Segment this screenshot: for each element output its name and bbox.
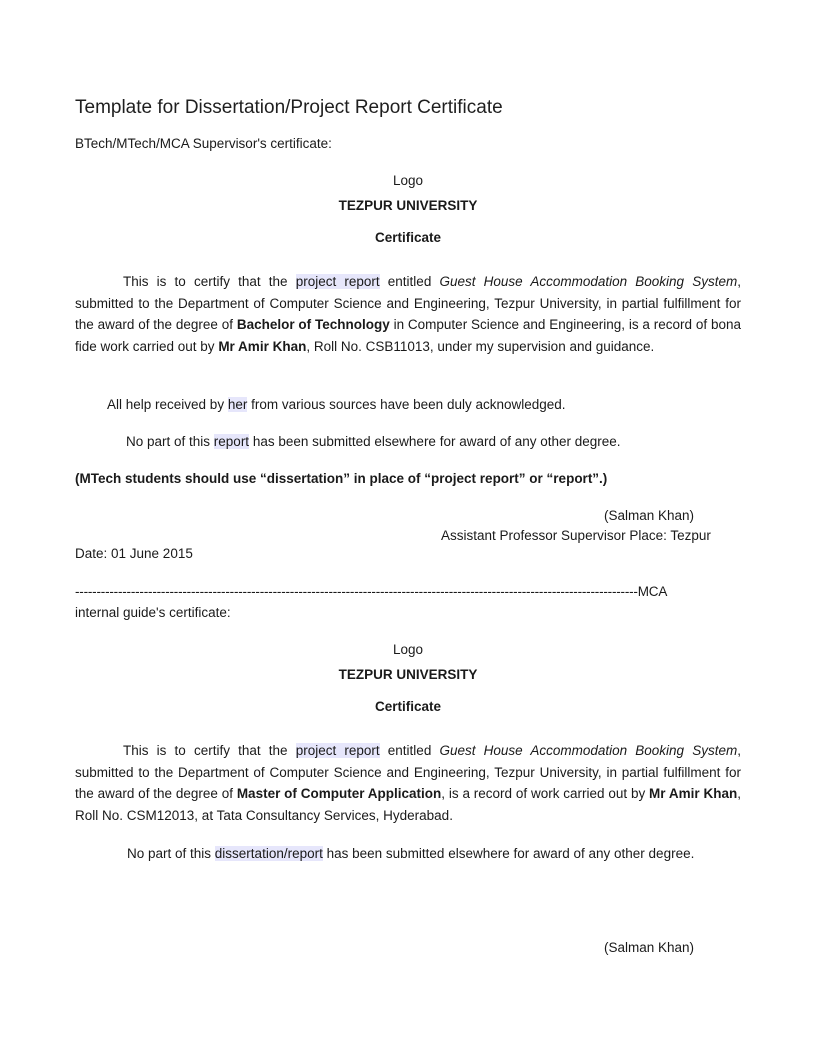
body-text: , submitted to the Department of Computer Science and Engineering, Tezpur University, in partial fulfillment for the award of the degree of <box>75 743 741 802</box>
section-separator <box>75 584 741 599</box>
no-part-statement <box>124 843 741 865</box>
body-text: has been submitted elsewhere for award of any other degree. <box>322 846 695 861</box>
highlight-project-report: project report <box>295 274 380 289</box>
mtech-note: (MTech students should use “dissertation” in place of “project report” or “report”.) <box>75 471 608 486</box>
project-title: Guest House Accommodation Booking System <box>439 274 738 289</box>
body-text: entitled <box>379 274 440 289</box>
internal-guide-label: internal guide's certificate: <box>75 605 231 620</box>
certificate-body <box>75 740 741 826</box>
certificate-heading: Certificate <box>374 699 442 714</box>
no-part-statement <box>126 434 621 449</box>
document-title: Template for Dissertation/Project Report Certificate <box>75 97 503 118</box>
highlight-report: report <box>213 434 250 449</box>
highlight-her: her <box>227 397 248 412</box>
body-text: , Roll No. CSM12013, at Tata Consultancy Services, Hyderabad. <box>75 786 741 823</box>
degree-name: Bachelor of Technology <box>236 317 390 333</box>
university-name: TEZPUR UNIVERSITY <box>338 667 478 682</box>
certificate-date: Date: 01 June 2015 <box>75 546 193 561</box>
project-title: Guest House Accommodation Booking System <box>439 743 738 758</box>
body-text: has been submitted elsewhere for award of any other degree. <box>249 434 621 449</box>
body-text: in Computer Science and Engineering, is a record of bona fide work carried out by <box>75 317 741 354</box>
body-text: , Roll No. CSB11013, under my supervision and guidance. <box>306 338 655 354</box>
body-text: No part of this <box>126 434 214 449</box>
separator-suffix: MCA <box>637 584 668 599</box>
signatory-name: (Salman Khan) <box>604 508 695 523</box>
body-text: entitled <box>379 743 440 758</box>
body-text: This is to certify that the <box>123 274 296 289</box>
logo-placeholder: Logo <box>392 173 424 188</box>
body-text: from various sources have been duly acknowledged. <box>247 397 566 412</box>
university-name: TEZPUR UNIVERSITY <box>338 198 478 213</box>
logo-placeholder: Logo <box>392 642 424 657</box>
body-text: All help received by <box>107 397 228 412</box>
signatory-designation: Assistant Professor Supervisor Place: Tezpur <box>441 528 711 543</box>
certificate-body <box>75 271 741 357</box>
dash-line: ----------------------------------------------------------------------------------------------------------------------------------- <box>75 584 638 599</box>
body-text: This is to certify that the <box>123 743 296 758</box>
certificate-heading: Certificate <box>374 230 442 245</box>
student-name: Mr Amir Khan <box>649 786 738 802</box>
student-name: Mr Amir Khan <box>218 338 307 354</box>
body-text: , submitted to the Department of Computer Science and Engineering, Tezpur University, in partial fulfillment for the award of the degree of <box>75 274 741 333</box>
body-text: , is a record of work carried out by <box>441 786 650 802</box>
body-text: No part of this <box>127 846 215 861</box>
supervisor-section-label: BTech/MTech/MCA Supervisor's certificate: <box>75 136 332 151</box>
highlight-project-report: project report <box>295 743 380 758</box>
document-page <box>75 0 741 1056</box>
highlight-dissertation-report: dissertation/report <box>214 846 323 861</box>
help-acknowledgement <box>107 397 566 412</box>
degree-name: Master of Computer Application <box>236 786 442 802</box>
signatory-name: (Salman Khan) <box>604 940 695 955</box>
